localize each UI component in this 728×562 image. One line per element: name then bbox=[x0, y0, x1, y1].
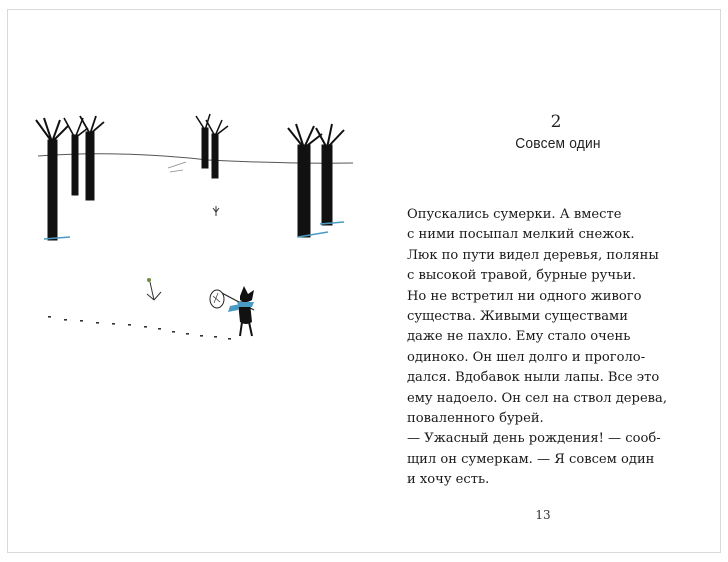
fox-with-bindle bbox=[210, 286, 254, 336]
text-line: Опускались сумерки. А вместе bbox=[407, 207, 622, 222]
text-line: поваленного бурей. bbox=[407, 411, 544, 427]
snow-path bbox=[168, 162, 186, 172]
fox-head bbox=[240, 286, 254, 302]
tree-trunk bbox=[48, 140, 57, 240]
text-line: ему надоело. Он сел на ствол дерева, bbox=[407, 390, 668, 406]
text-line: одиноко. Он шел долго и проголо- bbox=[407, 349, 646, 365]
book-page bbox=[7, 9, 721, 553]
tree-trunk bbox=[202, 128, 208, 168]
tree-trunk bbox=[322, 145, 332, 225]
fox-legs bbox=[240, 322, 252, 336]
tree-group-right bbox=[288, 124, 344, 237]
text-line: дался. Вдобавок ныли лапы. Все это bbox=[407, 370, 660, 386]
text-line: — Ужасный день рождения! — сооб- bbox=[407, 431, 661, 447]
sprout bbox=[213, 206, 219, 216]
tree-trunk bbox=[298, 145, 310, 237]
footprints bbox=[48, 316, 231, 340]
bindle-bag bbox=[210, 290, 224, 308]
text-line: и хочу есть. bbox=[407, 472, 490, 488]
text-line: существа. Живыми существами bbox=[407, 309, 628, 325]
text-line: щил он сумеркам. — Я совсем один bbox=[407, 451, 655, 467]
tree-trunk bbox=[86, 132, 94, 200]
text-line: с высокой травой, бурные ручьи. bbox=[407, 268, 636, 284]
text-line: даже не пахло. Ему стало очень bbox=[407, 329, 631, 345]
text-line: Но не встретил ни одного живого bbox=[407, 288, 642, 304]
chapter-number: 2 bbox=[550, 112, 562, 132]
tree-group-middle bbox=[196, 114, 228, 178]
sprout bbox=[147, 282, 161, 300]
page-number: 13 bbox=[535, 508, 551, 522]
chapter-title: Совсем один bbox=[515, 135, 601, 152]
tree-trunk bbox=[72, 135, 78, 195]
tree-group-left bbox=[36, 116, 104, 240]
text-line: с ними посыпал мелкий снежок. bbox=[407, 227, 635, 243]
text-line: Люк по пути видел деревья, поляны bbox=[407, 247, 659, 263]
chapter-body-text bbox=[407, 205, 707, 491]
tree-trunk bbox=[212, 134, 218, 178]
